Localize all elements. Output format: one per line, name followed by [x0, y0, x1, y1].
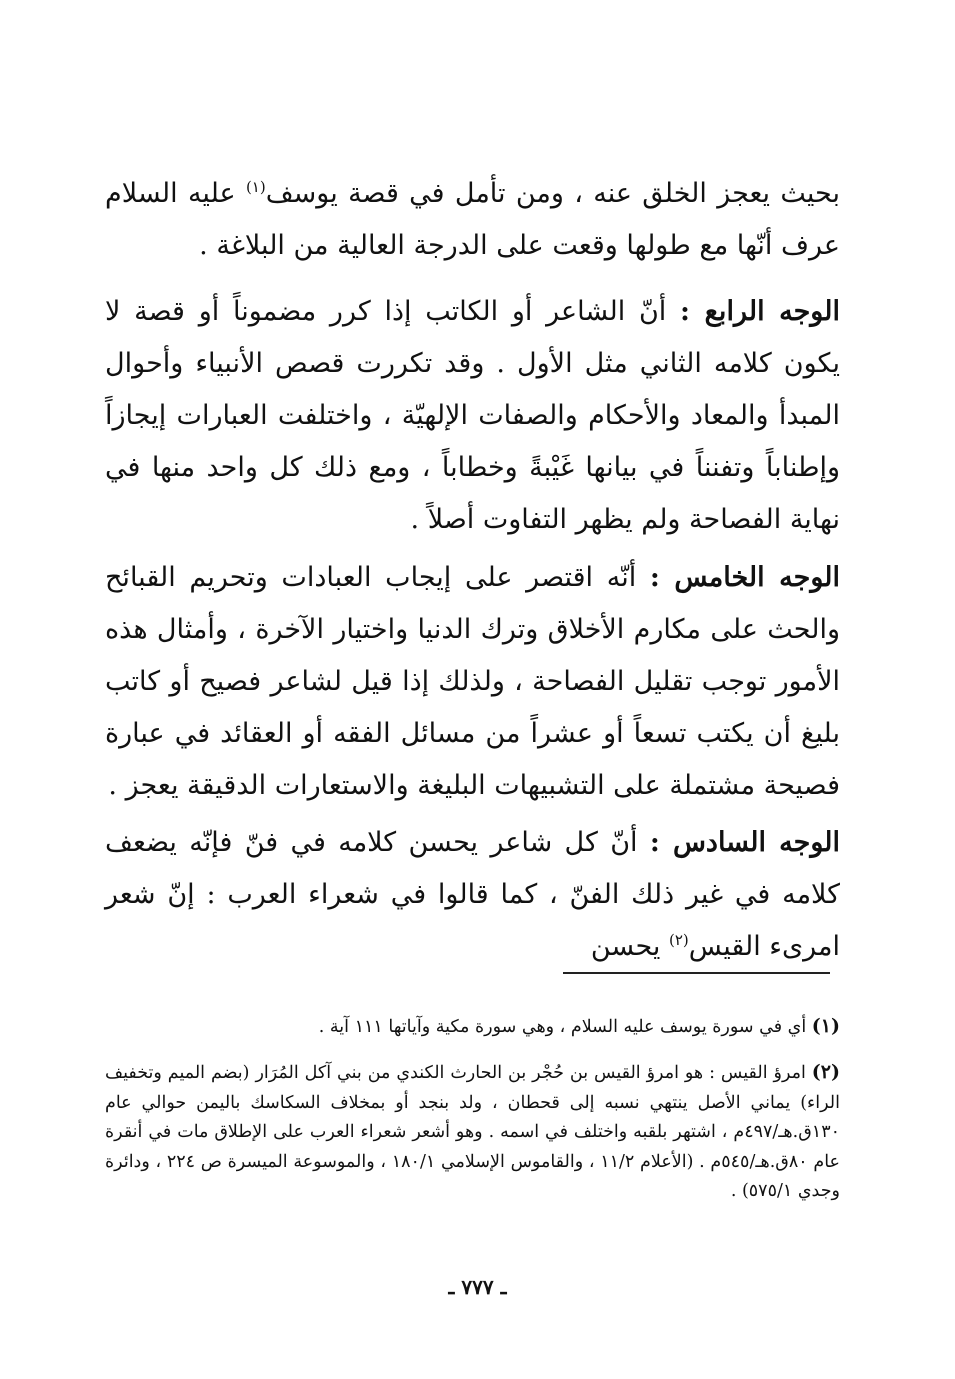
paragraph-1-text-b: عليه السلام عرف أنّها مع طولها وقعت على الدرجة العالية من البلاغة . — [105, 178, 840, 261]
footnote-2 — [105, 1058, 840, 1207]
paragraph-3-body: أنّه اقتصر على إيجاب العبادات وتحريم القبائح والحث على مكارم الأخلاق وترك الدنيا واختيار الآخرة ، وأمثال هذه الأمور توجب تقليل الفصاحة ، ولذلك إذا قيل لشاعر فصيح أو كاتب بليغ أن يكتب تسعاً أو عشراً من مسائل الفقه أو العقائد في عبارة فصيحة مشتملة على التشبيهات البليغة والاستعارات الدقيقة يعجز . — [105, 562, 840, 801]
footnote-ref-1: (١) — [245, 178, 266, 196]
paragraph-4 — [105, 817, 840, 973]
footnote-1-number: (١) — [811, 1015, 840, 1037]
paragraph-1 — [105, 168, 840, 272]
paragraph-2-heading: الوجه الرابع : — [680, 296, 840, 327]
paragraph-3-heading: الوجه الخامس : — [649, 562, 840, 593]
paragraph-4-body-b: يحسن — [590, 931, 669, 962]
footnote-divider — [563, 972, 830, 974]
paragraph-3 — [105, 552, 840, 812]
paragraph-4-heading: الوجه السادس : — [649, 827, 840, 858]
paragraph-2-text — [105, 286, 840, 546]
footnote-1-text: أي في سورة يوسف عليه السلام ، وهي سورة مكية وآياتها ١١١ آية . — [318, 1017, 812, 1037]
paragraph-4-body-a: أنّ كل شاعر يحسن كلامه في فنّ فإنّه يضعف كلامه في غير ذلك الفنّ ، كما قالوا في شعراء العرب : إنّ شعر امرىء القيس — [105, 827, 840, 962]
paragraph-3-text — [105, 552, 840, 812]
footnote-2-text: امرؤ القيس : هو امرؤ القيس بن حُجْر بن الحارث الكندي من بني آكل المُرَار (بضم الميم وتخفيف الراء) يماني الأصل ينتهي نسبه إلى قحطان ، ولد بنجد أو بمخلاف السكاسك باليمن حوالي عام ١٣٠ق.هـ/٤٩٧م ، اشتهر بلقبه واختلف في اسمه . وهو أشعر شعراء العرب على الإطلاق مات في أنقرة عام ٨٠ق.هـ/٥٤٥م . (الأعلام ١١/٢ ، والقاموس الإسلامي ١٨٠/١ ، والموسوعة الميسرة ص ٢٢٤ ، ودائرة وجدي ٥٧٥/١) . — [105, 1063, 840, 1201]
footnote-2-number: (٢) — [811, 1061, 840, 1083]
paragraph-2 — [105, 286, 840, 546]
page-number: ـ ٧٧٧ ـ — [448, 1275, 507, 1299]
paragraph-1-text-a: بحيث يعجز الخلق عنه ، ومن تأمل في قصة يوسف — [265, 178, 840, 209]
paragraph-4-text — [105, 817, 840, 973]
footnote-1 — [105, 1012, 840, 1043]
paragraph-2-body: أنّ الشاعر أو الكاتب إذا كرر مضموناً أو قصة لا يكون كلامه الثاني مثل الأول . وقد تكررت قصص الأنبياء وأحوال المبدأ والمعاد والأحكام والصفات الإلهيّة ، واختلفت العبارات إيجازاً وإطناباً وتفنناً في بيانها غَيْبةً وخطاباً ، ومع ذلك كل واحد منها في نهاية الفصاحة ولم يظهر التفاوت أصلاً . — [105, 296, 840, 535]
paragraph-1-text — [105, 168, 840, 272]
footnote-ref-2: (٢) — [668, 931, 689, 949]
